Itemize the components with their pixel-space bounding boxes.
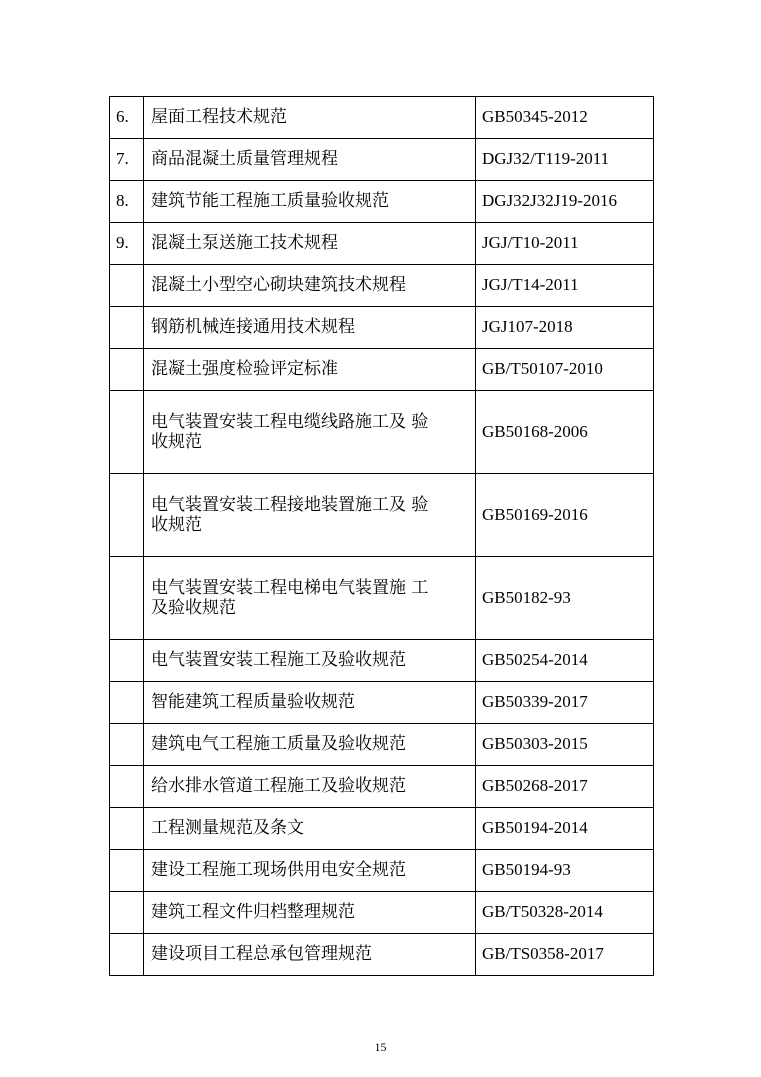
row-number: 8.	[110, 181, 144, 223]
row-number	[110, 474, 144, 557]
standard-name	[144, 557, 476, 640]
table-row	[110, 850, 654, 892]
row-number	[110, 892, 144, 934]
table-row	[110, 724, 654, 766]
standard-code: JGJ/T14-2011	[476, 265, 654, 307]
standard-name: 给水排水管道工程施工及验收规范	[144, 766, 476, 808]
table-row	[110, 265, 654, 307]
standard-code: GB50268-2017	[476, 766, 654, 808]
standard-name: 混凝土泵送施工技术规程	[144, 223, 476, 265]
row-number	[110, 349, 144, 391]
standard-name: 钢筋机械连接通用技术规程	[144, 307, 476, 349]
standards-table	[109, 96, 654, 976]
standard-code: GB50194-93	[476, 850, 654, 892]
standard-code: GB50169-2016	[476, 474, 654, 557]
standard-code: GB50168-2006	[476, 391, 654, 474]
standard-code: GB50254-2014	[476, 640, 654, 682]
standard-code: GB/T50328-2014	[476, 892, 654, 934]
standard-name	[144, 391, 476, 474]
table-row	[110, 640, 654, 682]
standard-name-line: 电气装置安装工程接地装置施工及 验	[151, 494, 429, 515]
table-row	[110, 181, 654, 223]
standard-name: 商品混凝土质量管理规程	[144, 139, 476, 181]
row-number	[110, 808, 144, 850]
row-number	[110, 766, 144, 808]
row-number	[110, 682, 144, 724]
standard-code: GB50182-93	[476, 557, 654, 640]
table-row	[110, 808, 654, 850]
standard-code: JGJ/T10-2011	[476, 223, 654, 265]
standard-code: GB50194-2014	[476, 808, 654, 850]
row-number	[110, 850, 144, 892]
row-number	[110, 391, 144, 474]
standard-name: 建设项目工程总承包管理规范	[144, 934, 476, 976]
standard-name: 屋面工程技术规范	[144, 97, 476, 139]
table-row	[110, 307, 654, 349]
standard-name: 建筑节能工程施工质量验收规范	[144, 181, 476, 223]
row-number: 9.	[110, 223, 144, 265]
row-number	[110, 265, 144, 307]
table-row	[110, 391, 654, 474]
standard-code: DGJ32J32J19-2016	[476, 181, 654, 223]
table-row	[110, 766, 654, 808]
table-row	[110, 97, 654, 139]
standard-name: 建筑工程文件归档整理规范	[144, 892, 476, 934]
table-row	[110, 223, 654, 265]
standard-name-line: 电气装置安装工程电缆线路施工及 验	[151, 411, 429, 432]
page-number: 15	[374, 1040, 387, 1054]
row-number	[110, 934, 144, 976]
table-row	[110, 139, 654, 181]
standard-name: 混凝土小型空心砌块建筑技术规程	[144, 265, 476, 307]
row-number	[110, 724, 144, 766]
row-number	[110, 557, 144, 640]
row-number: 7.	[110, 139, 144, 181]
standard-name-line: 收规范	[151, 515, 202, 535]
standard-code: DGJ32/T119-2011	[476, 139, 654, 181]
standard-code: GB50303-2015	[476, 724, 654, 766]
standard-code: GB50339-2017	[476, 682, 654, 724]
row-number	[110, 307, 144, 349]
standard-name: 工程测量规范及条文	[144, 808, 476, 850]
standard-name: 电气装置安装工程施工及验收规范	[144, 640, 476, 682]
standard-name: 智能建筑工程质量验收规范	[144, 682, 476, 724]
table-row	[110, 349, 654, 391]
table-row	[110, 474, 654, 557]
table-row	[110, 682, 654, 724]
standard-name-line: 收规范	[151, 432, 202, 452]
table-row	[110, 892, 654, 934]
standard-code: JGJ107-2018	[476, 307, 654, 349]
standard-name	[144, 474, 476, 557]
table-row	[110, 557, 654, 640]
row-number: 6.	[110, 97, 144, 139]
row-number	[110, 640, 144, 682]
standard-name: 混凝土强度检验评定标准	[144, 349, 476, 391]
standard-code: GB/TS0358-2017	[476, 934, 654, 976]
standard-name: 建设工程施工现场供用电安全规范	[144, 850, 476, 892]
standard-name: 建筑电气工程施工质量及验收规范	[144, 724, 476, 766]
standard-code: GB50345-2012	[476, 97, 654, 139]
table-row	[110, 934, 654, 976]
standard-name-line: 电气装置安装工程电梯电气装置施 工	[151, 577, 429, 598]
standard-code: GB/T50107-2010	[476, 349, 654, 391]
standard-name-line: 及验收规范	[151, 598, 236, 618]
